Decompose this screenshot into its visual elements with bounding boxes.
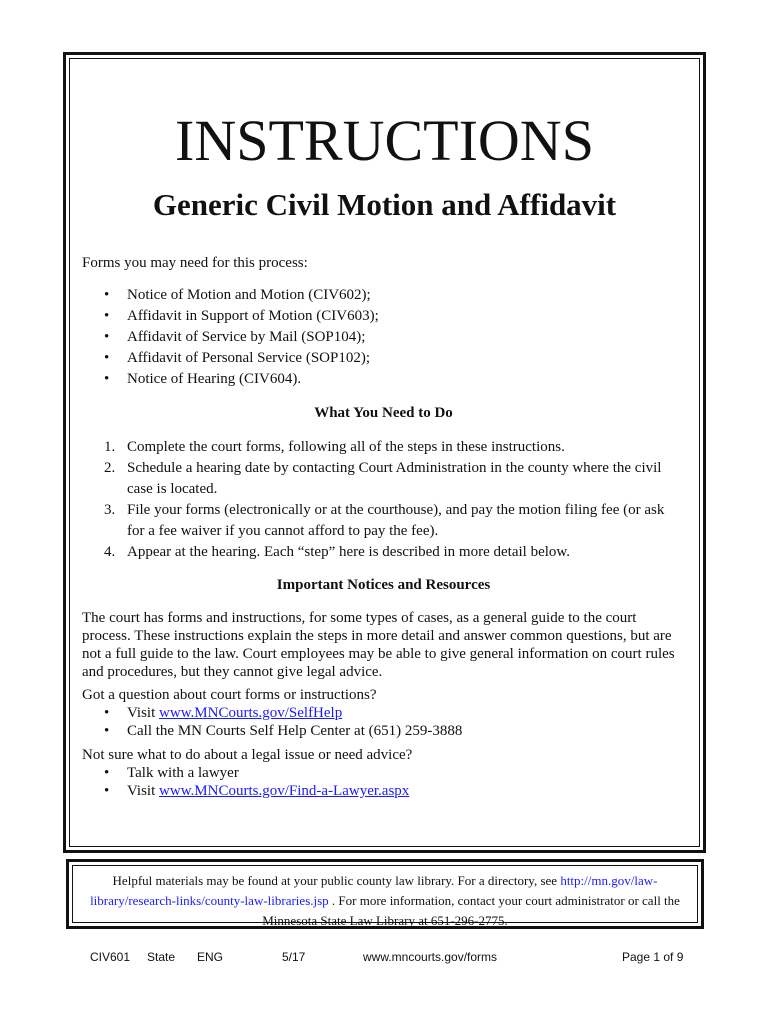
forms-intro: Forms you may need for this process: — [82, 255, 308, 271]
list-item — [82, 327, 685, 348]
advice-list — [82, 764, 685, 800]
notices-paragraph: The court has forms and instructions, for some types of cases, as a general guide to the court process. These instructions explain the steps in more detail and answer common questions, but are not a full guide to the law. Court employees may be able to give general information on court rules and procedures, but they cannot give legal advice. — [82, 610, 675, 680]
instructions-frame — [63, 52, 706, 853]
visit-prefix: Visit — [127, 705, 160, 721]
footer-date: 5/17 — [282, 950, 306, 964]
helpful-materials-box — [66, 859, 704, 929]
footer-language: ENG — [197, 950, 224, 964]
step-text: Appear at the hearing. Each “step” here is described in more detail below. — [127, 544, 571, 560]
list-item — [82, 437, 685, 458]
advice-heading: Not sure what to do about a legal issue or need advice? — [82, 747, 413, 763]
step-number: 1. — [104, 439, 116, 455]
step-text: Schedule a hearing date by contacting Court Administration in the county where the civil case is located. — [127, 460, 662, 497]
bullet-icon: • — [104, 723, 110, 739]
bullet-icon: • — [104, 308, 110, 324]
footer-page-number: Page 1 of 9 — [622, 950, 684, 964]
question-list — [82, 704, 685, 740]
list-item — [82, 500, 685, 542]
list-item — [82, 704, 685, 722]
steps-list — [82, 437, 685, 563]
list-item — [82, 285, 685, 306]
list-item — [82, 782, 685, 800]
form-item-text: Affidavit in Support of Motion (CIV603); — [127, 308, 379, 324]
helpful-text-after: . For more information, contact your court administrator or call the Minnesota State Law Library at 651-296-2775. — [262, 893, 680, 928]
list-item — [82, 348, 685, 369]
helpful-text-before: Helpful materials may be found at your public county law library. For a directory, see — [112, 873, 561, 888]
list-item — [82, 722, 685, 740]
list-item — [82, 542, 685, 563]
list-item — [82, 764, 685, 782]
bullet-icon: • — [104, 350, 110, 366]
step-text: File your forms (electronically or at the courthouse), and pay the motion filing fee (or ask for a fee waiver if you cannot afford to pay the fee). — [127, 502, 665, 539]
step-number: 4. — [104, 544, 116, 560]
lawyer-text: Talk with a lawyer — [127, 765, 239, 781]
page-footer — [0, 950, 770, 968]
bullet-icon: • — [104, 765, 110, 781]
bullet-icon: • — [104, 329, 110, 345]
helpful-materials-text — [72, 865, 698, 928]
footer-website[interactable]: www.mncourts.gov/forms — [363, 950, 498, 964]
footer-form-id: CIV601 — [90, 950, 131, 964]
call-text: Call the MN Courts Self Help Center at (651) 259-3888 — [127, 723, 463, 739]
bullet-icon: • — [104, 287, 110, 303]
bullet-icon: • — [104, 705, 110, 721]
notices-heading: Important Notices and Resources — [276, 577, 491, 593]
form-item-text: Affidavit of Personal Service (SOP102); — [127, 350, 371, 366]
step-number: 3. — [104, 502, 116, 518]
page-subtitle: Generic Civil Motion and Affidavit — [152, 187, 617, 222]
form-item-text: Affidavit of Service by Mail (SOP104); — [127, 329, 366, 345]
selfhelp-link[interactable]: www.MNCourts.gov/SelfHelp — [159, 705, 343, 721]
list-item — [82, 306, 685, 327]
form-item-text: Notice of Hearing (CIV604). — [127, 371, 302, 387]
list-item — [82, 458, 685, 500]
footer-jurisdiction: State — [147, 950, 176, 964]
form-item-text: Notice of Motion and Motion (CIV602); — [127, 287, 371, 303]
list-item — [82, 369, 685, 390]
question-heading: Got a question about court forms or instructions? — [82, 687, 377, 703]
forms-list — [82, 285, 685, 390]
law-library-link[interactable]: http://mn.gov/law-library/research-links/county-law-libraries.jsp — [90, 873, 658, 908]
step-number: 2. — [104, 460, 116, 476]
find-lawyer-link[interactable]: www.MNCourts.gov/Find-a-Lawyer.aspx — [159, 783, 410, 799]
bullet-icon: • — [104, 783, 110, 799]
instructions-frame-inner — [69, 58, 700, 847]
what-you-need-heading: What You Need to Do — [314, 405, 453, 421]
step-text: Complete the court forms, following all of the steps in these instructions. — [127, 439, 565, 455]
visit-prefix: Visit — [127, 783, 160, 799]
instructions-content — [82, 253, 685, 800]
page-title: INSTRUCTIONS — [175, 108, 594, 173]
bullet-icon: • — [104, 371, 110, 387]
